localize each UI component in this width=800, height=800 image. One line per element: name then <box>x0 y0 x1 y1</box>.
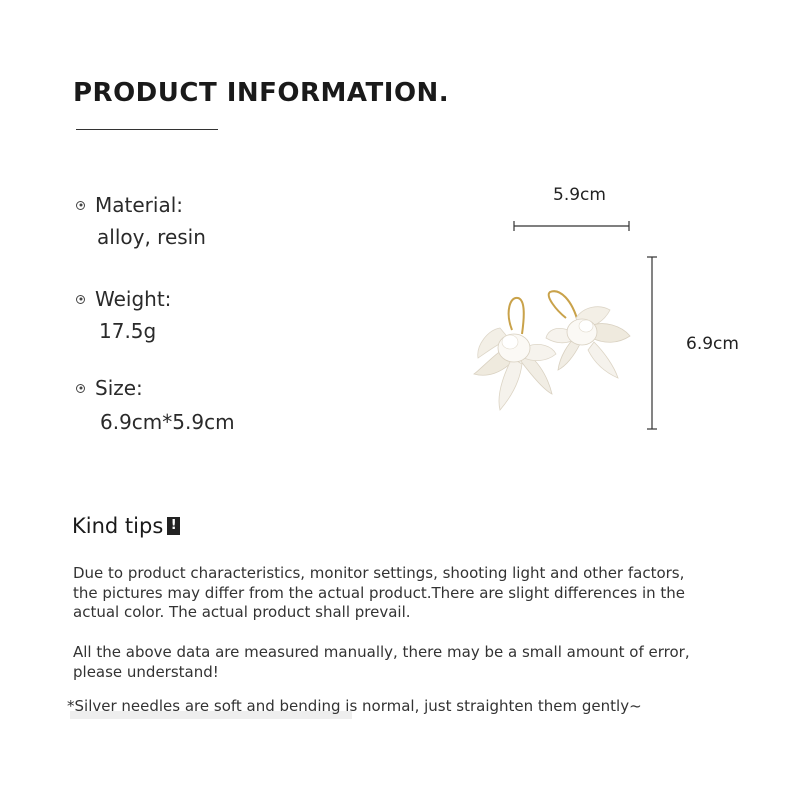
right-earring <box>546 291 630 378</box>
page-title: PRODUCT INFORMATION. <box>73 78 450 108</box>
spec-size <box>76 376 235 434</box>
spec-weight-value: 17.5g <box>99 319 157 343</box>
needle-note: *Silver needles are soft and bending is normal, just straighten them gently~ <box>67 697 642 715</box>
spec-material-label: Material: <box>95 193 183 217</box>
measurement-paragraph: All the above data are measured manually, there may be a small amount of error, please understand! <box>73 643 690 681</box>
height-dimension-label: 6.9cm <box>686 334 739 354</box>
target-bullet-icon <box>76 201 85 210</box>
kind-tips-title <box>72 514 180 538</box>
disclaimer-paragraph: Due to product characteristics, monitor settings, shooting light and other factors, the pictures may differ from the actual product.There are slight differences in the actual color. The actual product shall prevail. <box>73 564 685 621</box>
left-earring <box>474 298 556 410</box>
spec-material-value: alloy, resin <box>97 225 206 249</box>
height-dimension-line <box>647 257 657 429</box>
kind-tips-label: Kind tips <box>72 514 164 538</box>
spec-weight-label: Weight: <box>95 287 172 311</box>
target-bullet-icon <box>76 384 85 393</box>
spec-size-label: Size: <box>95 376 143 400</box>
target-bullet-icon <box>76 295 85 304</box>
width-dimension-label: 5.9cm <box>553 185 606 205</box>
spec-weight <box>76 287 171 343</box>
title-underline <box>76 129 218 130</box>
spec-size-value: 6.9cm*5.9cm <box>100 410 235 434</box>
spec-material <box>76 193 206 249</box>
width-dimension-line <box>514 221 629 231</box>
exclamation-icon: ! <box>167 517 180 535</box>
